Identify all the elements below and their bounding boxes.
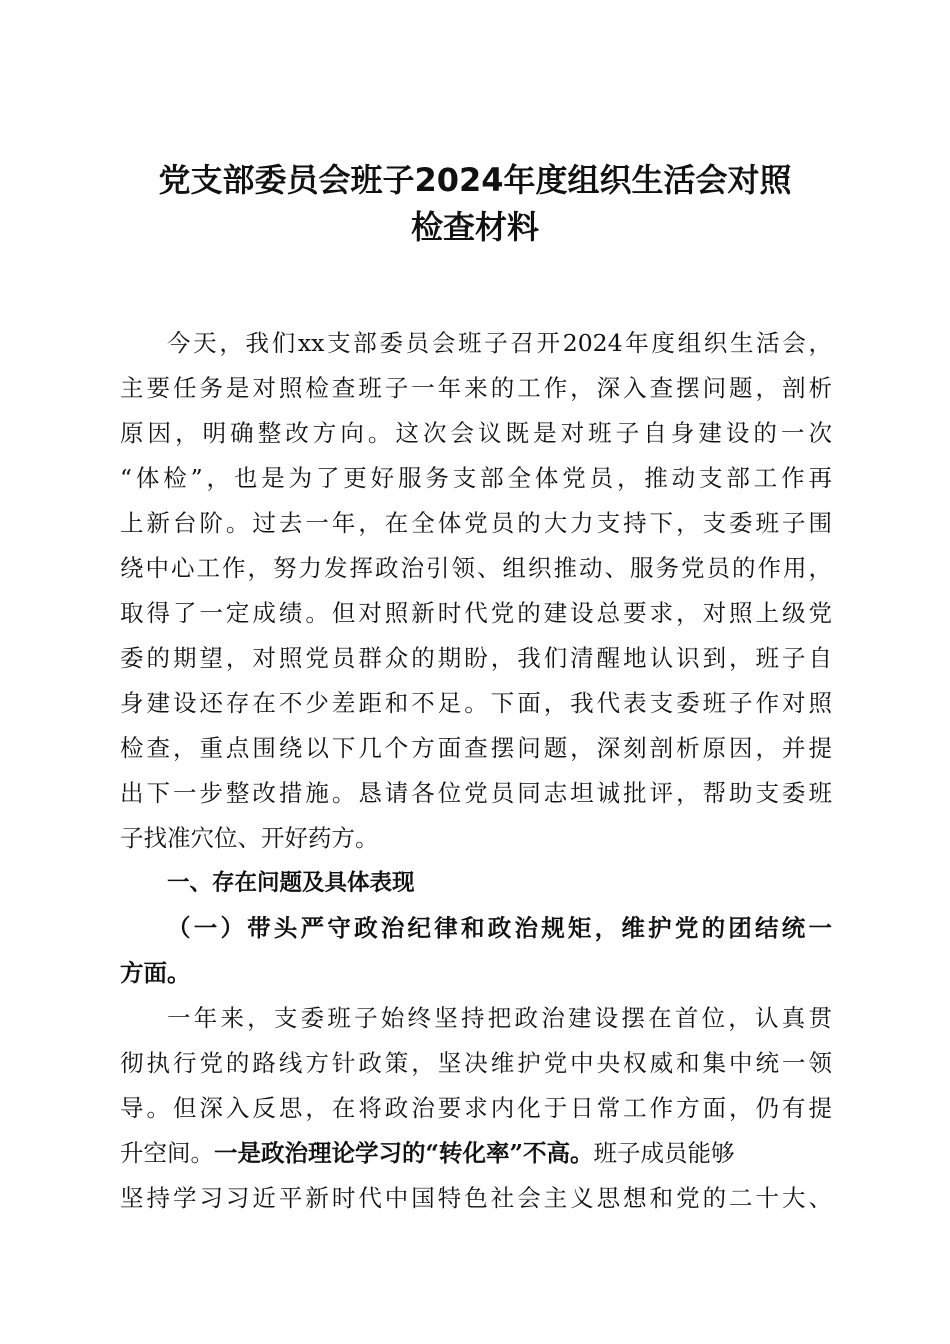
paragraph-line: 一年来，支委班子始终坚持把政治建设摆在首位，认真贯 [167,1004,832,1032]
intro-line: 绕中心工作，努力发挥政治引领、组织推动、服务党员的作用， [120,554,832,582]
paragraph-line: 彻执行党的路线方针政策，坚决维护党中央权威和集中统一领 [120,1049,832,1077]
intro-line: 委的期望，对照党员群众的期盼，我们清醒地认识到，班子自 [120,644,832,672]
document-body [120,321,832,1221]
document-title [110,157,840,251]
title-line-2: 检查材料 [410,208,539,246]
paragraph-text: 升空间。 [120,1139,214,1167]
intro-line: 检查，重点围绕以下几个方面查摆问题，深刻剖析原因，并提 [120,734,832,762]
intro-line: 身建设还存在不少差距和不足。下面，我代表支委班子作对照 [120,689,832,717]
subsection-heading-line: （一）带头严守政治纪律和政治规矩，维护党的团结统一 [167,914,832,942]
intro-line: “体检”，也是为了更好服务支部全体党员，推动支部工作再 [120,464,832,492]
intro-line: 取得了一定成绩。但对照新时代党的建设总要求，对照上级党 [120,599,832,627]
paragraph-bold-text: 一是政治理论学习的“转化率”不高。 [214,1139,594,1167]
paragraph-text: 班子成员能够 [593,1139,735,1167]
paragraph-line: 导。但深入反思，在将政治要求内化于日常工作方面，仍有提 [120,1094,832,1122]
subsection-heading-line: 方面。 [120,959,191,987]
intro-line: 上新台阶。过去一年，在全体党员的大力支持下，支委班子围 [120,509,832,537]
intro-line: 主要任务是对照检查班子一年来的工作，深入查摆问题，剖析 [120,374,832,402]
intro-line: 今天，我们xx支部委员会班子召开2024年度组织生活会， [167,329,832,357]
title-line-1: 党支部委员会班子2024年度组织生活会对照 [158,161,792,199]
intro-line: 原因，明确整改方向。这次会议既是对班子自身建设的一次 [120,419,832,447]
intro-line: 子找准穴位、开好药方。 [120,824,379,852]
paragraph-line-mixed [120,1131,832,1176]
intro-line: 出下一步整改措施。恳请各位党员同志坦诚批评，帮助支委班 [120,779,832,807]
paragraph-line: 坚持学习习近平新时代中国特色社会主义思想和党的二十大、 [120,1184,832,1212]
section-heading: 一、存在问题及具体表现 [167,870,415,896]
